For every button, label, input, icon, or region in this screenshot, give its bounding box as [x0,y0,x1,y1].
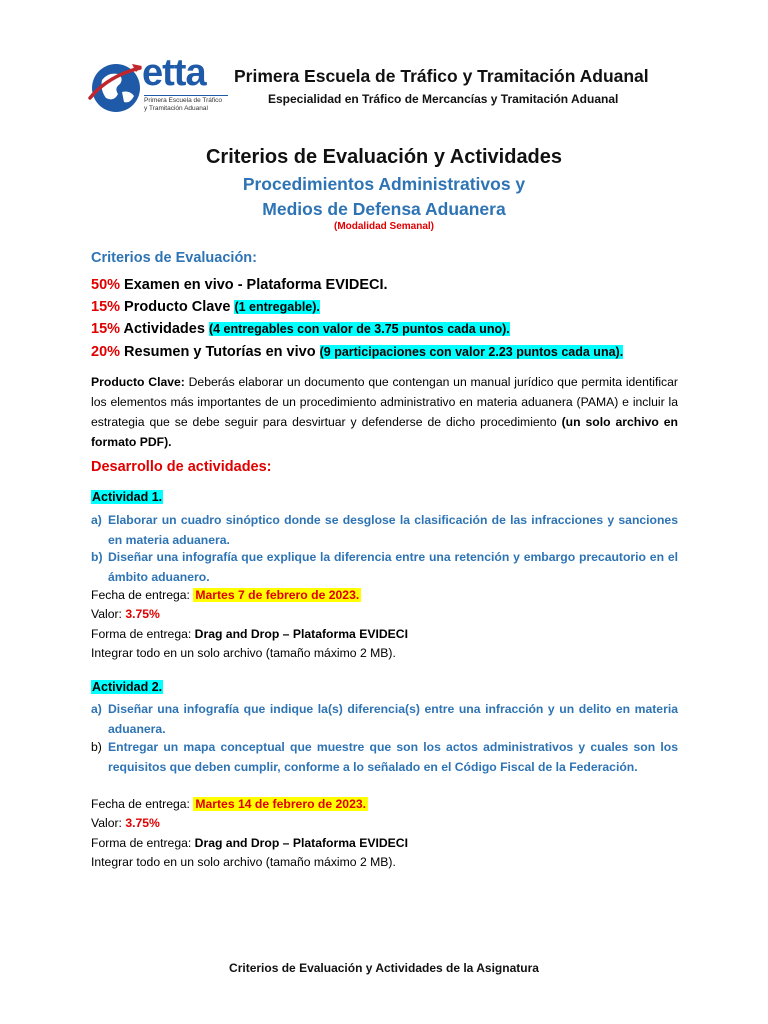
due-date-value: Martes 14 de febrero de 2023. [195,797,367,811]
activity-2-delivery [91,833,408,853]
activity-2-title: Actividad 2. [92,680,163,694]
activity-1-item-a [91,510,678,550]
criterion-label: Examen en vivo - Plataforma EVIDECI. [120,277,388,293]
criterion-label: Resumen y Tutorías en vivo [120,344,320,360]
logo-subtitle-1: Primera Escuela de Tráfico [144,97,223,104]
criteria-heading: Criterios de Evaluación: [91,250,257,266]
delivery-label: Forma de entrega: [91,836,195,850]
delivery-method: Drag and Drop – Plataforma EVIDECI [194,627,408,641]
key-product-paragraph [91,372,678,452]
activity-2-value [91,813,160,833]
criterion-note: (9 participaciones con valor 2.23 puntos cada una). [319,345,624,359]
key-product-label: Producto Clave: [91,375,185,389]
activity-1-due-date [91,585,361,605]
activity-2-due-date [91,794,368,814]
criterion-summary-tutorials [91,344,623,360]
item-marker: a) [91,702,102,716]
item-marker: b) [91,550,103,564]
criterion-exam [91,277,388,293]
criterion-percent: 20% [91,344,121,360]
item-text: Diseñar una infografía que indique la(s) diferencia(s) entre una infracción y un delito en materia aduanera. [108,702,678,736]
subject-title-line-2: Medios de Defensa Aduanera [262,199,506,219]
value-amount: 3.75% [125,816,160,830]
delivery-label: Forma de entrega: [91,627,195,641]
due-date-value: Martes 7 de febrero de 2023. [195,588,360,602]
page-footer: Criterios de Evaluación y Actividades de la Asignatura [229,961,539,975]
item-text: Entregar un mapa conceptual que muestre que son los actos administrativos y cuales son los requisitos que deben cumplir, conforme a lo señalado en el Código Fiscal de la Federación. [108,740,678,774]
item-marker: a) [91,513,102,527]
activity-2-item-a [91,699,678,739]
criterion-note: (1 entregable). [234,300,320,314]
value-label: Valor: [91,607,126,621]
logo-subtitle-2: y Tramitación Aduanal [144,105,208,112]
item-marker: b) [91,740,102,754]
key-product-note: (un solo archivo en formato PDF). [91,415,678,449]
school-name: Primera Escuela de Tráfico y Tramitación Aduanal [234,66,649,86]
logo-divider [144,95,228,96]
criterion-percent: 15% [91,321,121,337]
criterion-note: (4 entregables con valor de 3.75 puntos cada uno). [208,322,510,336]
activity-1-item-b [91,547,678,587]
due-date-label: Fecha de entrega: [91,588,194,602]
criterion-label: Actividades [120,321,209,337]
subject-title-line-1: Procedimientos Administrativos y [242,174,526,194]
criterion-activities [91,321,510,337]
activity-1-value [91,604,160,624]
activity-1-integrate-note: Integrar todo en un solo archivo (tamaño máximo 2 MB). [91,646,396,660]
value-label: Valor: [91,816,126,830]
school-specialty: Especialidad en Tráfico de Mercancías y Tramitación Aduanal [268,92,619,106]
activity-1-delivery [91,624,408,644]
document-title: Criterios de Evaluación y Actividades [205,146,563,168]
globe-icon [88,58,142,116]
delivery-method: Drag and Drop – Plataforma EVIDECI [194,836,408,850]
activity-1-title: Actividad 1. [92,490,163,504]
activity-2-item-b [91,737,678,777]
activities-heading: Desarrollo de actividades: [91,459,272,475]
modality-label: (Modalidad Semanal) [333,221,434,232]
criterion-key-product [91,299,320,315]
key-product-text: Deberás elaborar un documento que contengan un manual jurídico que permita identificar los elementos más importantes de un procedimiento administrativo en materia aduanera (PAMA) e incluir la estrategia que se debe seguir para desvirtuar y defenderse de dicho procedimiento [91,375,678,429]
item-text: Diseñar una infografía que explique la diferencia entre una retención y embargo precautorio en el ámbito aduanero. [108,550,678,584]
criterion-percent: 50% [91,277,121,293]
activity-2-integrate-note: Integrar todo en un solo archivo (tamaño máximo 2 MB). [91,855,396,869]
criterion-percent: 15% [91,299,121,315]
logo-word: etta [142,52,206,94]
item-text: Elaborar un cuadro sinóptico donde se desglose la clasificación de las infracciones y sanciones en materia aduanera. [108,513,678,547]
due-date-label: Fecha de entrega: [91,797,194,811]
etta-logo [88,52,228,118]
value-amount: 3.75% [125,607,160,621]
criterion-label: Producto Clave [120,299,235,315]
